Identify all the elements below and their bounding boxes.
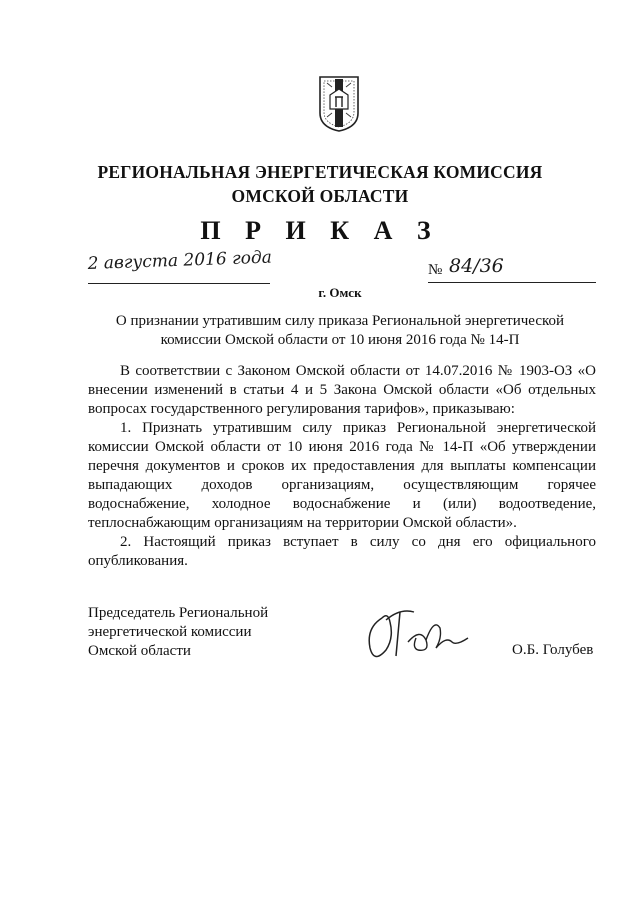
organization-name-line1: РЕГИОНАЛЬНАЯ ЭНЕРГЕТИЧЕСКАЯ КОМИССИЯ	[97, 162, 543, 182]
item-2-paragraph: 2. Настоящий приказ вступает в силу со дня его официального опубликования.	[88, 534, 596, 569]
item-1-paragraph: 1. Признать утратившим силу приказ Региональной энергетической комиссии Омской области от 10 июня 2016 года № 14-П «Об утверждении перечня документов и сроков их предоставления для выплаты компенсации выпадающих доходов организациям, осуществляющим горячее водоснабжение, холодное водоснабжение и (или) водоотведение, теплоснабжающим организациям на территории Омской области».	[88, 420, 596, 531]
signatory-title-line3: Омской области	[88, 643, 191, 659]
signatory-title-line2: энергетической комиссии	[88, 624, 252, 640]
handwritten-date: 2 августа 2016 года	[87, 247, 273, 274]
order-subject-line2: комиссии Омской области от 10 июня 2016 года № 14-П	[160, 332, 520, 348]
city-name: г. Омск	[318, 285, 362, 300]
order-subject	[100, 312, 580, 350]
signatory-name: О.Б. Голубев	[512, 642, 594, 658]
preamble-paragraph: В соответствии с Законом Омской области от 14.07.2016 № 1903-ОЗ «О внесении изменений в статьи 4 и 5 Закона Омской области «Об отдельных вопросах государственного регулирования тарифов», приказываю:	[88, 363, 596, 417]
number-underline	[428, 282, 596, 283]
signatory-title	[88, 604, 268, 661]
handwritten-signature	[360, 598, 478, 670]
order-body	[88, 362, 596, 571]
signatory-title-line1: Председатель Региональной	[88, 605, 269, 621]
omsk-coat-of-arms-icon	[318, 75, 360, 133]
date-underline	[88, 283, 270, 284]
document-type-title: П Р И К А З	[200, 216, 440, 245]
order-number-label: №	[428, 262, 443, 278]
organization-name-line2: ОМСКОЙ ОБЛАСТИ	[231, 186, 409, 206]
handwritten-order-number: 84/36	[449, 255, 504, 277]
order-subject-line1: О признании утратившим силу приказа Региональной энергетической	[115, 313, 565, 329]
